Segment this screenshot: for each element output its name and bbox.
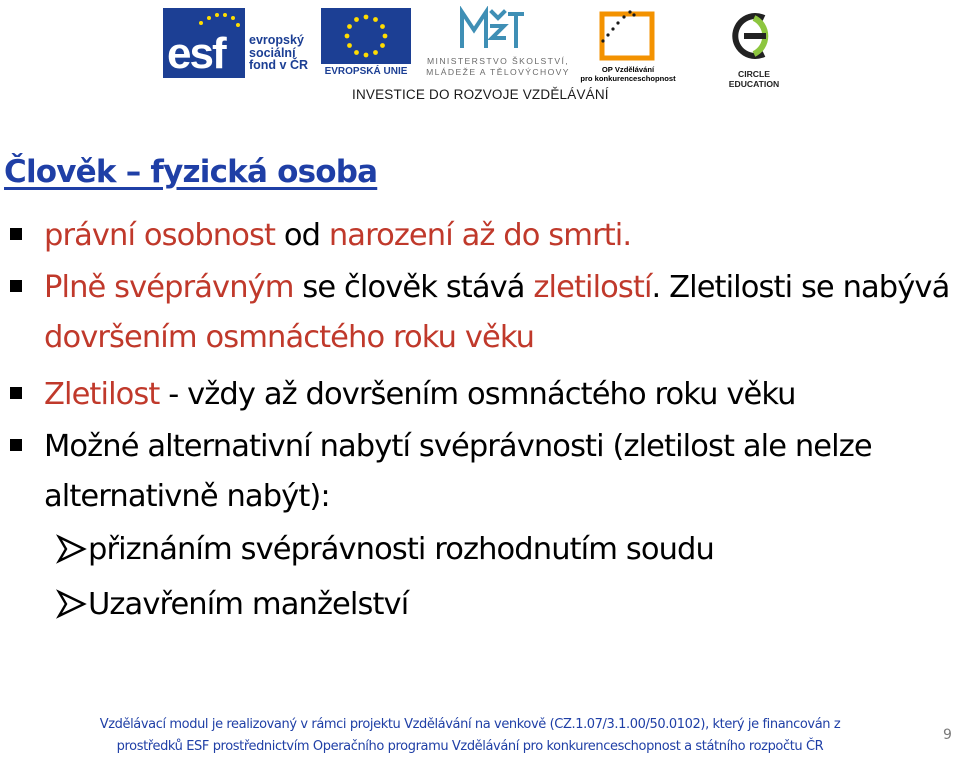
op-title: OP Vzdělávání pro konkurenceschopnost [580, 65, 676, 83]
bullet-item [0, 208, 960, 263]
sub-bullet-text: přiznáním svéprávnosti rozhodnutím soudu [88, 532, 714, 567]
bullet-text: Možné alternativní nabytí svéprávnosti (zletilost ale nelze alternativně nabýt): [44, 429, 872, 514]
sub-bullet-text: Uzavřením manželství [88, 587, 409, 622]
square-bullet-icon [10, 228, 22, 240]
slide-title: Člověk – fyzická osoba [4, 154, 378, 190]
arrow-bullet-icon [56, 589, 88, 619]
esf-text: evropský sociální fond v ČR [249, 33, 309, 72]
circle-education-icon [718, 8, 790, 66]
square-bullet-icon [10, 280, 22, 292]
eu-label: EVROPSKÁ UNIE [324, 66, 408, 77]
bullet-text: narození až do smrti. [328, 218, 632, 253]
msmt-logo [418, 6, 578, 78]
bullet-text: . Zletilosti se nabývá [651, 270, 950, 305]
arrow-bullet-icon [56, 534, 88, 564]
bullet-item [0, 263, 960, 363]
bullet-text: se člověk stává [293, 270, 534, 305]
esf-logo [163, 8, 313, 78]
bullet-text: dovršením osmnáctého roku věku [44, 320, 535, 355]
page-number: 9 [943, 727, 952, 743]
sub-bullet-item [0, 522, 960, 577]
bullet-text: Plně svéprávným [44, 270, 294, 305]
logo-bar [0, 0, 960, 110]
footer-line-1: Vzdělávací modul je realizovaný v rámci projektu Vzdělávání na venkově (CZ.1.07/3.1.00/50.0102), který je financován z [99, 717, 841, 732]
op-logo [578, 8, 678, 83]
circle-education-logo [718, 8, 790, 89]
bullet-text: - vždy až dovršením osmnáctého roku věku [159, 377, 796, 412]
msmt-line-2: MLÁDEŽE A TĚLOVÝCHOVY [426, 67, 570, 77]
footer [20, 714, 920, 758]
msmt-line-1: MINISTERSTVO ŠKOLSTVÍ, [426, 56, 570, 66]
eu-flag-icon [321, 8, 411, 64]
bullet-text: zletilostí [533, 270, 652, 305]
bullet-list [0, 208, 960, 632]
bullet-text: právní osobnost [44, 218, 276, 253]
sub-bullet-item [0, 577, 960, 632]
square-bullet-icon [10, 387, 22, 399]
circle-education-label: CIRCLE EDUCATION [728, 69, 780, 89]
svg-text:esf: esf [167, 29, 225, 78]
bullet-text: Zletilost [44, 377, 160, 412]
investice-tagline: INVESTICE DO ROZVOJE VZDĚLÁVÁNÍ [352, 87, 609, 102]
msmt-emblem-icon [418, 6, 578, 52]
footer-line-2: prostředků ESF prostřednictvím Operačního programu Vzdělávání pro konkurenceschopnost a státního rozpočtu ČR [116, 739, 824, 754]
op-emblem-icon [578, 8, 678, 64]
esf-emblem-icon [163, 8, 245, 78]
bullet-item [0, 367, 960, 422]
bullet-text: od [275, 218, 329, 253]
eu-logo [321, 8, 411, 78]
square-bullet-icon [10, 439, 22, 451]
bullet-item [0, 422, 960, 522]
